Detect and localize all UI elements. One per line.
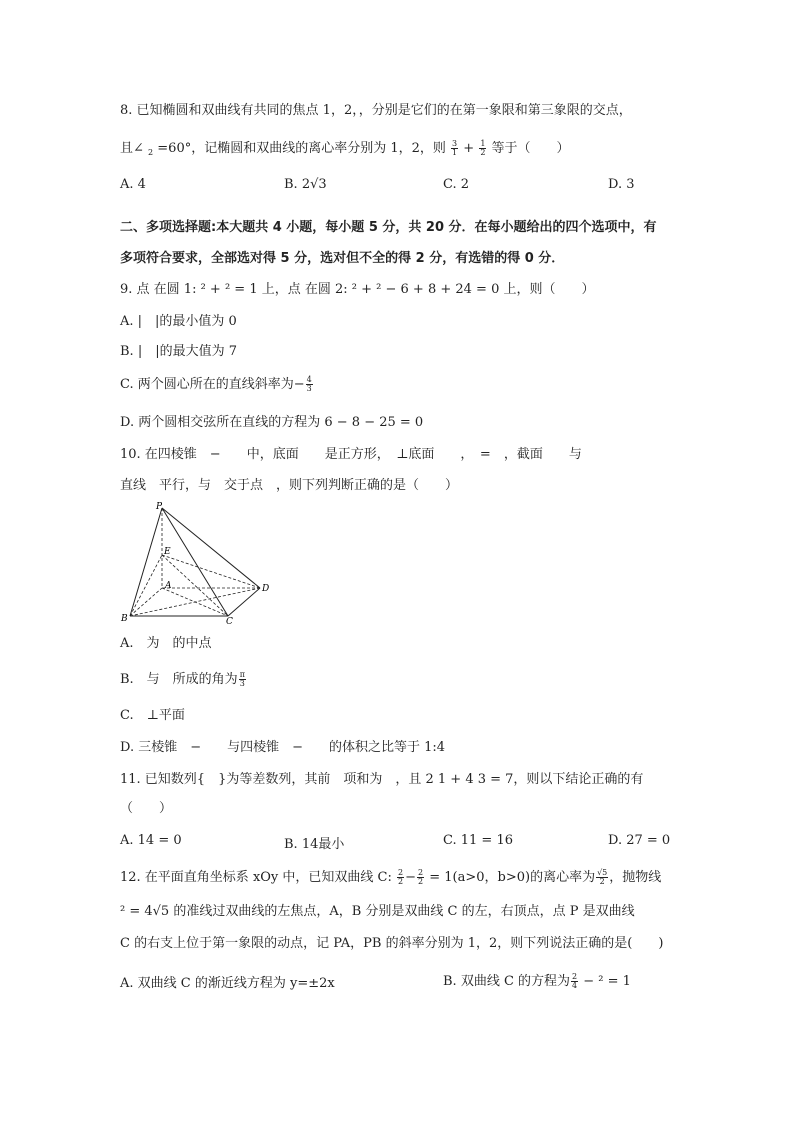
q8-option-b: B. 2√3 — [284, 177, 327, 192]
q8-equals-text: 等于（ ） — [491, 141, 570, 156]
q10-option-d: D. 三棱锥 − 与四棱锥 − 的体积之比等于 1:4 — [120, 740, 446, 755]
q12-x-fraction — [397, 869, 404, 886]
q10-option-c: C. ⊥平面 — [120, 708, 185, 723]
label-e: E — [164, 547, 171, 557]
q12-stem-line1: 12. 在平面直角坐标系 xOy 中，已知双曲线 C: $\frac{2}{2}$ − $\frac{2}{2}$ = 1(a>0，b>0)的离心率为 $\frac{√5}{2}$ ，抛物线 — [120, 868, 662, 886]
label-d: D — [262, 584, 270, 594]
q10-option-b-text: B. 与 所成的角为 — [120, 672, 238, 687]
q8-plus: + — [463, 141, 475, 156]
q9-option-c — [120, 376, 314, 394]
q12-option-b-tail: − ² = 1 — [579, 974, 631, 989]
q8-fraction-2 — [479, 140, 486, 157]
q9-option-c-text: C. 两个圆心所在的直线斜率为− — [120, 377, 305, 392]
q12-y-num: 2 — [418, 868, 424, 877]
label-a: A — [165, 581, 172, 591]
q11-stem-line2: （ ） — [120, 801, 173, 816]
q11-option-a: A. 14 = 0 — [120, 833, 182, 848]
q9-option-b: B. | |的最大值为 7 — [120, 344, 237, 359]
q8-option-c: C. 2 — [443, 177, 470, 192]
label-p: P — [156, 502, 163, 512]
q9-slope-num: 4 — [306, 375, 312, 384]
q12-x-den: 2 — [398, 877, 404, 886]
q11-option-c: C. 11 = 16 — [443, 833, 513, 848]
q8-option-d: D. 3 — [608, 177, 635, 192]
q12-y-den: 2 — [418, 877, 424, 886]
section2-heading-line1: 二、多项选择题:本大题共 4 小题，每小题 5 分，共 20 分．在每小题给出的四个选项中，有 — [120, 220, 657, 235]
q8-stem-line1: 8. 已知椭圆和双曲线有共同的焦点 1，2，，分别是它们的在第一象限和第三象限的交点， — [120, 103, 632, 118]
q9-option-d: D. 两个圆相交弦所在直线的方程为 6 − 8 − 25 = 0 — [120, 415, 424, 430]
q10-angle-den: 3 — [239, 679, 245, 688]
q9-option-a: A. | |的最小值为 0 — [120, 314, 237, 329]
label-b: B — [121, 614, 128, 624]
q9-stem: 9. 点 在圆 1: ² + ² = 1 上，点 在圆 2: ² + ² − 6 + 8 + 24 = 0 上，则（ ） — [120, 282, 595, 297]
q8-fraction-1 — [451, 140, 458, 157]
q12-ecc-fraction — [596, 869, 608, 886]
q12-y-fraction — [417, 869, 424, 886]
q12-parabola-text: ，抛物线 — [609, 870, 662, 885]
q11-stem-line1: 11. 已知数列{ }为等差数列，其前 项和为 ，且 2 1 + 4 3 = 7，则以下结论正确的有 — [120, 772, 644, 787]
q8-stem-line2 — [120, 140, 570, 162]
q12-hyperbola-text: 12. 在平面直角坐标系 xOy 中，已知双曲线 C: — [120, 870, 396, 885]
q12-eccentricity-text: = 1(a>0，b>0)的离心率为 — [425, 870, 596, 885]
q12-ecc-den: 2 — [599, 877, 605, 886]
q10-stem-line1: 10. 在四棱锥 − 中，底面 是正方形， ⊥底面 ， = ，截面 与 — [120, 447, 582, 462]
q10-angle-fraction — [239, 671, 246, 688]
q8-angle-sub: 2 — [148, 148, 154, 157]
q8-frac2-num: 1 — [480, 139, 486, 148]
q8-frac2-den: 2 — [480, 148, 486, 157]
q10-option-a: A. 为 的中点 — [120, 636, 212, 651]
q11-option-d: D. 27 = 0 — [608, 833, 671, 848]
q9-slope-den: 3 — [306, 384, 312, 393]
q12-x-num: 2 — [398, 868, 404, 877]
q12-stem-line3: C 的右支上位于第一象限的动点，记 PA，PB 的斜率分别为 1，2，则下列说法正确的是( ) — [120, 936, 664, 951]
q8-frac1-den: 1 — [452, 148, 458, 157]
q12-option-a: A. 双曲线 C 的渐近线方程为 y=±2x — [120, 976, 335, 991]
q10-angle-num: π — [239, 670, 245, 679]
pyramid-figure — [118, 500, 278, 628]
q11-option-b: B. 14最小 — [284, 837, 345, 852]
q10-stem-line2: 直线 平行，与 交于点 ，则下列判断正确的是（ ） — [120, 478, 459, 493]
label-c: C — [226, 617, 233, 627]
q12-stem-line2: ² = 4√5 的准线过双曲线的左焦点，A，B 分别是双曲线 C 的左，右顶点，点 P 是双曲线 — [120, 904, 635, 919]
q12-option-b-text: B. 双曲线 C 的方程为 — [443, 974, 571, 989]
q12-ecc-num: √5 — [597, 868, 608, 877]
q9-slope-fraction — [306, 376, 313, 393]
q10-option-b — [120, 671, 247, 689]
q12-b-fraction — [571, 973, 578, 990]
q8-frac1-num: 3 — [452, 139, 458, 148]
q12-b-den: 4 — [572, 981, 578, 990]
q12-option-b — [443, 970, 631, 990]
q12-b-num: 2 — [572, 972, 578, 981]
q8-eccentricity-text: =60°，记椭圆和双曲线的离心率分别为 1，2，则 — [157, 141, 446, 156]
q8-option-a: A. 4 — [120, 177, 146, 192]
section2-heading-line2: 多项符合要求，全部选对得 5 分，选对但不全的得 2 分，有选错的得 0 分． — [120, 251, 565, 266]
q8-angle-text: 且∠ — [120, 141, 144, 156]
